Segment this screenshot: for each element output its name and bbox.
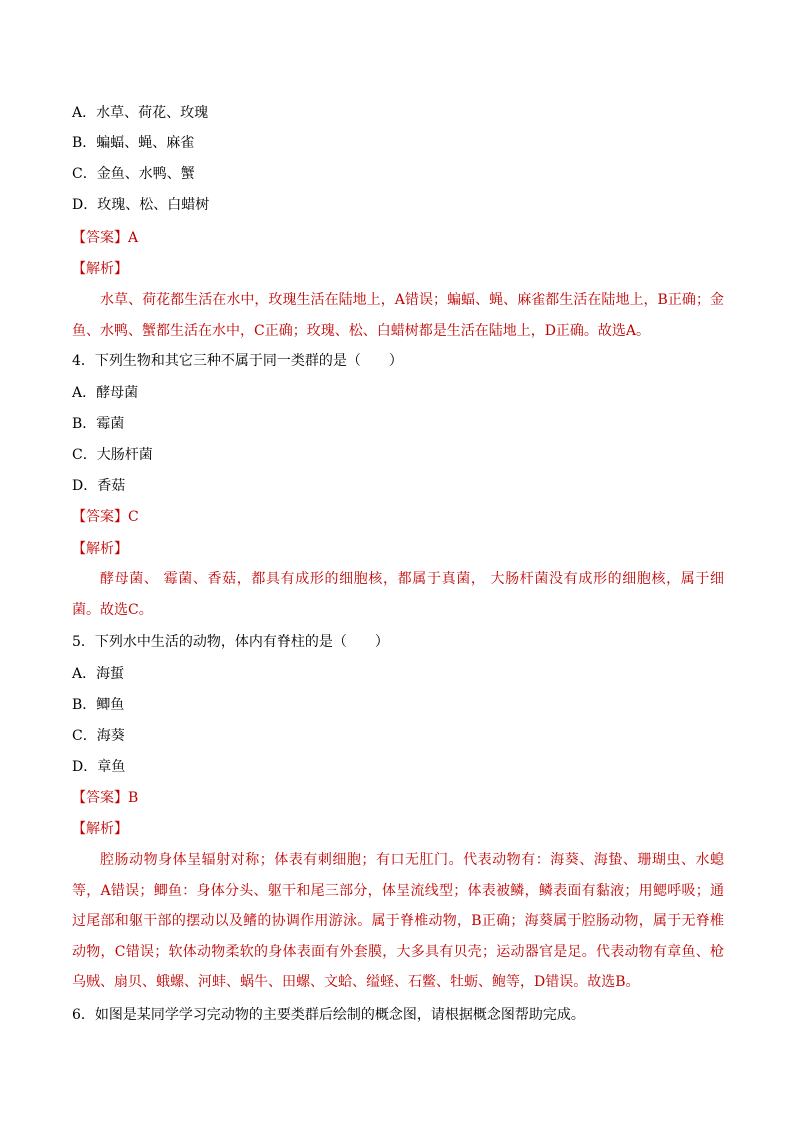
q5-analysis-text: 腔肠动物身体呈辐射对称；体表有刺细胞；有口无肛门。代表动物有：海葵、海蛰、珊瑚虫、水螅等，A错误；鲫鱼：身体分头、躯干和尾三部分，体呈流线型；体表被鳞，鳞表面有黏液；用鳃呼吸；通过尾部和躯干部的摆动以及鳍的协调作用游泳。属于脊椎动物，B正确；海葵属于腔肠动物，属于无脊椎动物，C错误；软体动物柔软的身体表面有外套膜，大多具有贝壳；运动器官是足。代表动物有章鱼、枪乌贼、扇贝、蛾螺、河蚌、蜗牛、田螺、文蛤、缢蛏、石鳖、牡蛎、鲍等，D错误。故选B。 [72, 852, 724, 990]
answer-tag: 【答案】 [72, 230, 128, 246]
q4-analysis-text: 酵母菌、 霉菌、香菇，都具有成形的细胞核，都属于真菌， 大肠杆菌没有成形的细胞核，属于细菌。故选C。 [72, 571, 724, 618]
q4-analysis-heading [72, 540, 128, 558]
answer-tag: 【答案】 [72, 790, 128, 806]
answer-value: C [128, 509, 139, 525]
q5-option-b: B．鲫鱼 [72, 697, 125, 713]
q4-answer [72, 508, 139, 526]
q4-option-c: C．大肠杆菌 [72, 447, 153, 463]
q5-question: 5．下列水中生活的动物，体内有脊柱的是（ ） [72, 634, 389, 650]
q5-option-c: C．海葵 [72, 728, 125, 744]
q3-option-b: B．蝙蝠、蝇、麻雀 [72, 135, 195, 151]
q6-question: 6．如图是某同学学习完动物的主要类群后绘制的概念图，请根据概念图帮助完成。 [72, 1007, 585, 1023]
q5-answer [72, 789, 138, 807]
q3-option-a: A．水草、荷花、玫瑰 [72, 105, 209, 121]
answer-tag: 【答案】 [72, 509, 128, 525]
q3-analysis-text: 水草、荷花都生活在水中，玫瑰生活在陆地上，A错误；蝙蝠、蝇、麻雀都生活在陆地上，B正确；金鱼、水鸭、蟹都生活在水中，C正确；玫瑰、松、白蜡树都是生活在陆地上，D正确。故选A。 [72, 292, 724, 339]
analysis-tag: 【解析】 [72, 541, 128, 557]
q4-option-a: A．酵母菌 [72, 385, 139, 401]
q5-option-a: A．海蜇 [72, 666, 125, 682]
q5-analysis-heading [72, 820, 128, 838]
q4-option-d: D．香菇 [72, 478, 126, 494]
q3-answer [72, 229, 138, 247]
q5-option-d: D．章鱼 [72, 759, 126, 775]
analysis-tag: 【解析】 [72, 261, 128, 277]
q3-analysis-heading [72, 260, 128, 278]
analysis-tag: 【解析】 [72, 821, 128, 837]
q3-option-c: C．金鱼、水鸭、蟹 [72, 166, 195, 182]
q3-option-d: D．玫瑰、松、白蜡树 [72, 197, 210, 213]
answer-value: B [128, 790, 139, 806]
q4-option-b: B．霉菌 [72, 416, 125, 432]
answer-value: A [128, 230, 139, 246]
q4-question: 4．下列生物和其它三种不属于同一类群的是（ ） [72, 353, 403, 369]
